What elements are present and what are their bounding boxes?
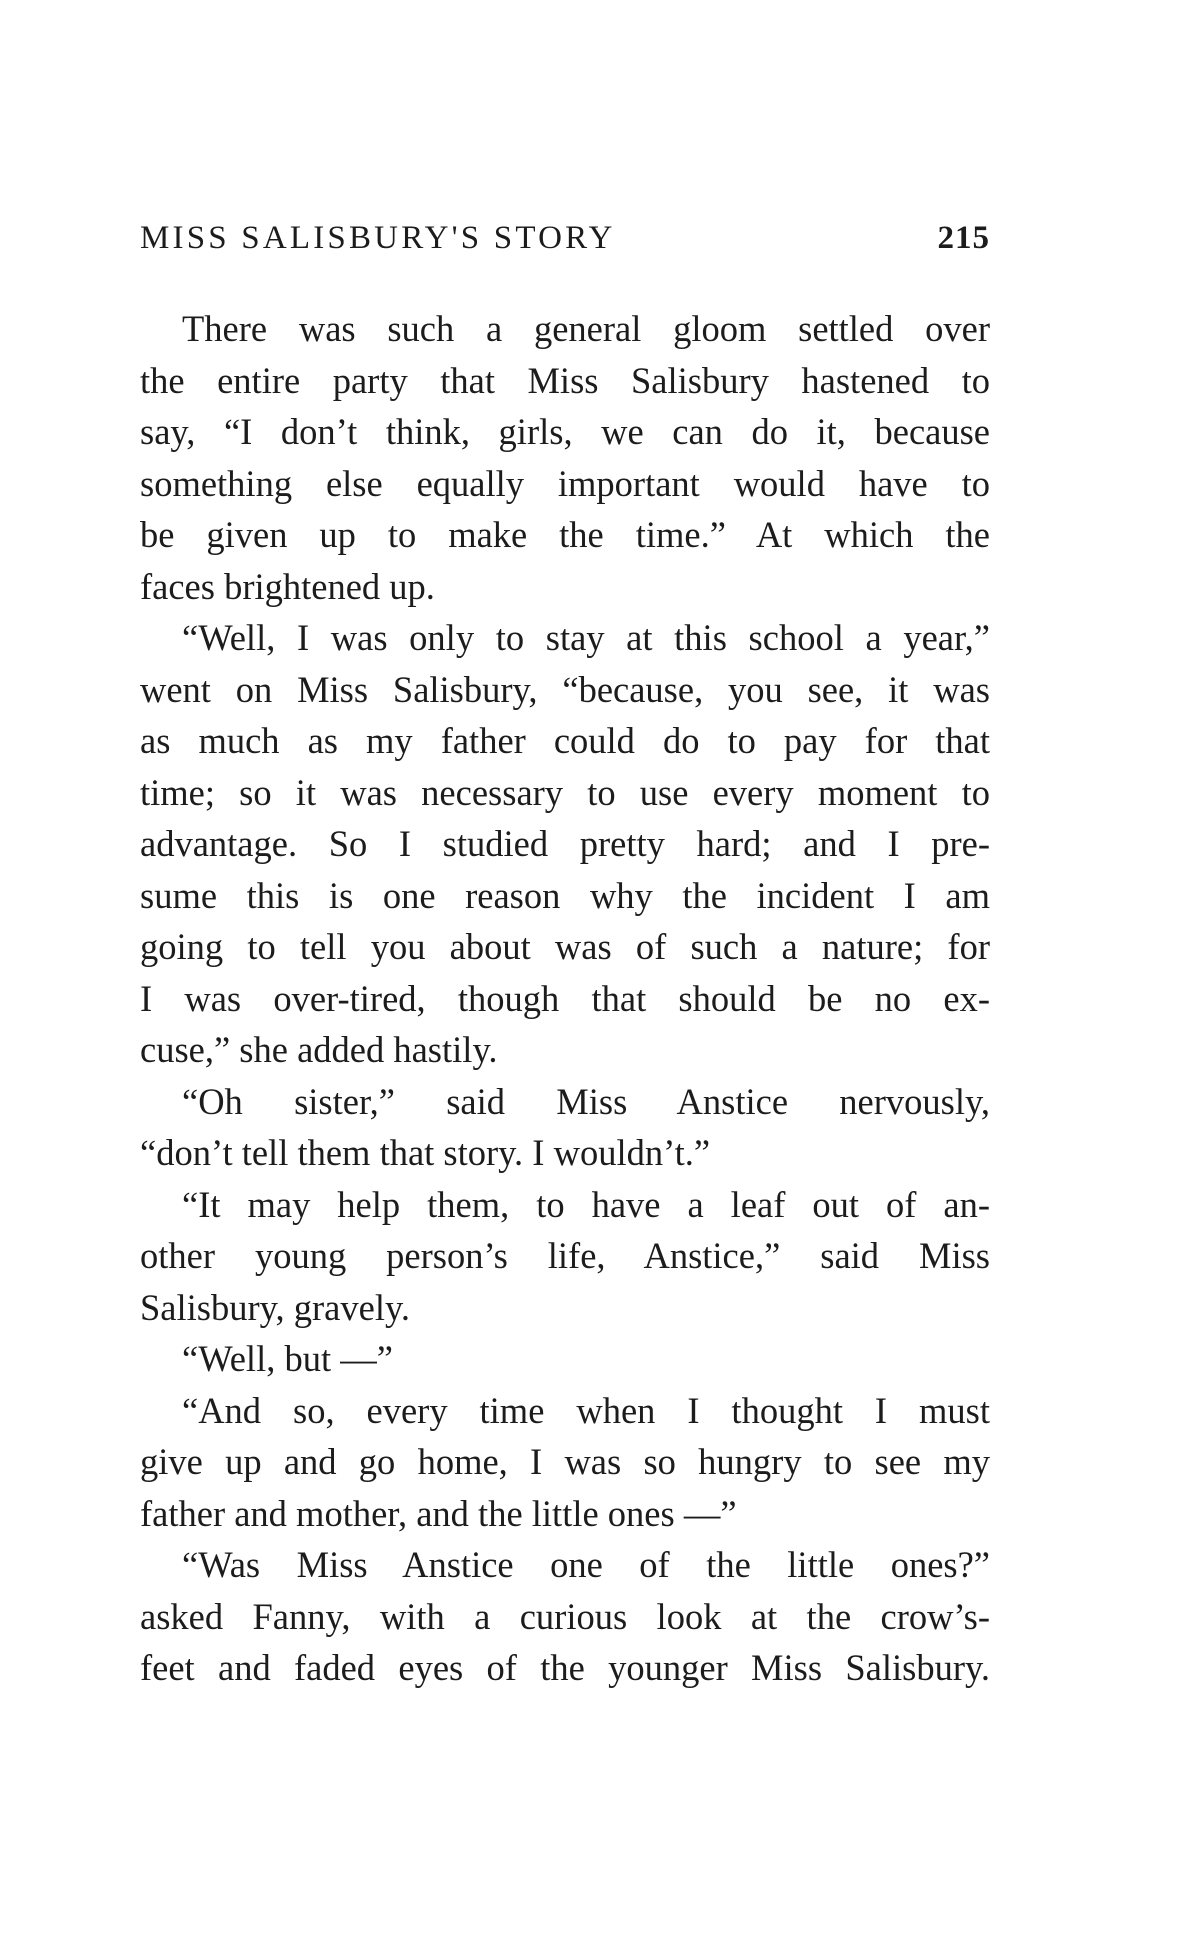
text-line: asked Fanny, with a curious look at the crow’s- [140, 1595, 990, 1637]
text-line: father and mother, and the little ones —” [140, 1492, 737, 1534]
running-title: MISS SALISBURY'S STORY [140, 220, 616, 256]
text-line: “Oh sister,” said Miss Anstice nervously, [182, 1080, 990, 1122]
text-line: other young person’s life, Anstice,” said Miss [140, 1235, 990, 1276]
text-line: “Well, but —” [182, 1338, 393, 1379]
text-line: give up and go home, I was so hungry to see my [140, 1441, 990, 1482]
text-line: went on Miss Salisbury, “because, you see, it was [140, 668, 990, 710]
text-line: the entire party that Miss Salisbury hastened to [140, 359, 990, 401]
text-line: sume this is one reason why the incident I am [140, 874, 990, 916]
text-line: something else equally important would have to [140, 462, 990, 504]
body-text [140, 303, 990, 1694]
text-line: “And so, every time when I thought I must [182, 1389, 990, 1431]
text-line: going to tell you about was of such a nature; for [140, 926, 990, 967]
text-line: “Well, I was only to stay at this school a year,” [182, 617, 990, 658]
text-line: Salisbury, gravely. [140, 1286, 410, 1328]
text-line: time; so it was necessary to use every moment to [140, 771, 990, 813]
text-line: cuse,” she added hastily. [140, 1029, 498, 1070]
text-line: There was such a general gloom settled over [182, 308, 990, 349]
page-number: 215 [937, 220, 990, 256]
text-line: “don’t tell them that story. I wouldn’t.” [140, 1132, 711, 1173]
text-line: “It may help them, to have a leaf out of an- [182, 1183, 990, 1225]
text-line: faces brightened up. [140, 565, 435, 607]
text-line: “Was Miss Anstice one of the little ones?” [182, 1544, 990, 1585]
text-line: be given up to make the time.” At which the [140, 514, 990, 555]
text-line: say, “I don’t think, girls, we can do it, because [140, 411, 990, 452]
text-line: advantage. So I studied pretty hard; and I pre- [140, 823, 990, 864]
text-line: feet and faded eyes of the younger Miss Salisbury. [140, 1647, 990, 1688]
running-head [140, 213, 990, 263]
text-line: I was over-tired, though that should be no ex- [140, 977, 990, 1019]
text-line: as much as my father could do to pay for that [140, 720, 990, 761]
